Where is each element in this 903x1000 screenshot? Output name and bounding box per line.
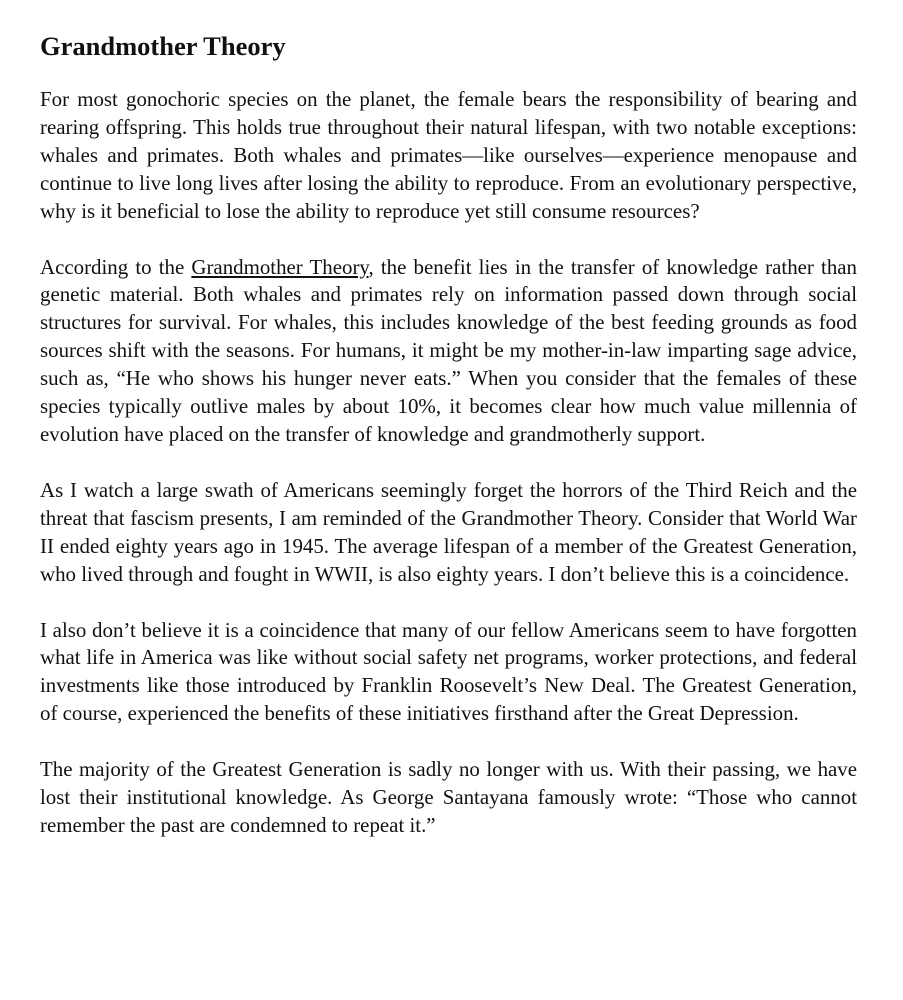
paragraph-2: [40, 254, 857, 449]
grandmother-theory-link[interactable]: Grandmother Theory: [191, 254, 369, 279]
paragraph-3: As I watch a large swath of Americans seemingly forget the horrors of the Third Reich and the threat that fascism presents, I am reminded of the Grandmother Theory. Consider that World War II ended eighty years ago in 1945. The average lifespan of a member of the Greatest Generation, who lived through and fought in WWII, is also eighty years. I don’t believe this is a coincidence.: [40, 477, 857, 586]
paragraph-1: For most gonochoric species on the planet, the female bears the responsibility of bearing and rearing offspring. This holds true throughout their natural lifespan, with two notable exceptions: whales and primates. Both whales and primates—like ourselves—experience menopause and continue to live long lives after losing the ability to reproduce. From an evolutionary perspective, why is it beneficial to lose the ability to reproduce yet still consume resources?: [40, 87, 857, 223]
paragraph-4: I also don’t believe it is a coincidence that many of our fellow Americans seem to have forgotten what life in America was like without social safety net programs, worker protections, and federal investments like those introduced by Franklin Roosevelt’s New Deal. The Greatest Generation, of course, experienced the benefits of these initiatives firsthand after the Great Depression.: [40, 617, 857, 726]
document-title: Grandmother Theory: [40, 31, 286, 61]
paragraph-2-intro: According to the: [40, 254, 192, 279]
paragraph-5: The majority of the Greatest Generation is sadly no longer with us. With their passing, we have lost their institutional knowledge. As George Santayana famously wrote: “Those who cannot remember the past are condemned to repeat it.”: [40, 757, 857, 837]
paragraph-2-body: , the benefit lies in the transfer of knowledge rather than genetic material. Both whales and primates rely on information passed down through social structures for survival. For whales, this includes knowledge of the best feeding grounds as food sources shift with the seasons. For humans, it might be my mother-in-law imparting sage advice, such as, “He who shows his hunger never eats.” When you consider that the females of these species typically outlive males by about 10%, it becomes clear how much value millennia of evolution have placed on the transfer of knowledge and grandmotherly support.: [40, 254, 857, 446]
